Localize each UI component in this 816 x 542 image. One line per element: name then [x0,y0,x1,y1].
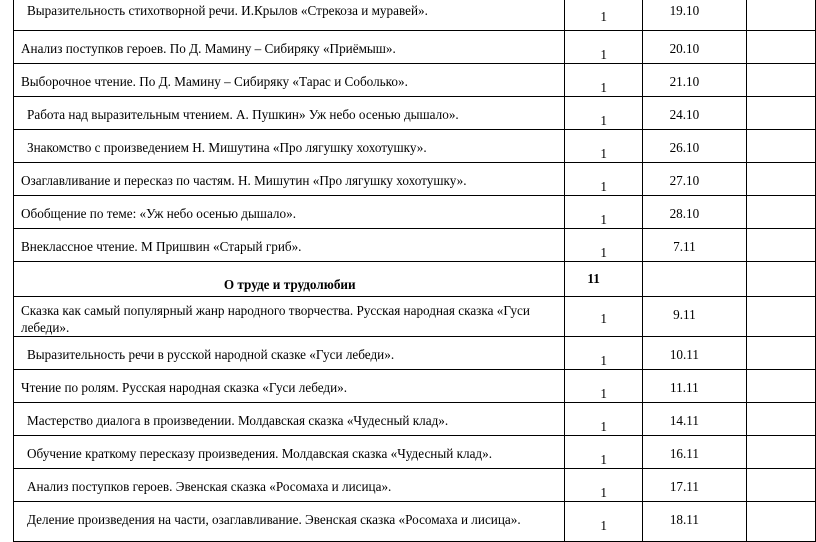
hours-cell [565,403,642,436]
hours-cell [565,297,642,337]
date-text: 20.10 [669,41,700,56]
date-cell [642,229,746,262]
table-row [14,31,816,64]
hours-text: 1 [600,245,607,260]
date-cell [642,502,746,542]
date-text: 26.10 [669,140,700,155]
hours-text: 1 [600,311,607,326]
empty-cell [747,0,816,31]
date-cell [642,403,746,436]
hours-cell [565,130,642,163]
date-text: 24.10 [669,107,700,122]
hours-cell [565,502,642,542]
topic-cell [14,297,565,337]
table-row [14,0,816,31]
date-cell [642,0,746,31]
hours-cell [565,31,642,64]
empty-cell [747,229,816,262]
date-cell [642,262,746,297]
topic-cell [14,436,565,469]
hours-text: 1 [600,419,607,434]
hours-cell [565,163,642,196]
table-row [14,502,816,542]
section-hours: 11 [587,271,600,286]
table-row [14,436,816,469]
empty-cell [747,469,816,502]
hours-cell [565,196,642,229]
empty-cell [747,196,816,229]
topic-cell [14,370,565,403]
date-cell [642,64,746,97]
hours-text: 1 [600,353,607,368]
date-text: 7.11 [673,239,696,254]
empty-cell [747,163,816,196]
empty-cell [747,436,816,469]
topic-text: Внеклассное чтение. М Пришвин «Старый гриб». [21,239,302,254]
topic-cell [14,31,565,64]
topic-text: Анализ поступков героев. Эвенская сказка «Росомаха и лисица». [27,479,392,494]
empty-cell [747,64,816,97]
section-header-row [14,262,816,297]
date-text: 9.11 [673,307,696,322]
date-cell [642,370,746,403]
table-row [14,370,816,403]
topic-text: Озаглавливание и пересказ по частям. Н. Мишутин «Про лягушку хохотушку». [21,173,467,188]
table-row [14,97,816,130]
topic-cell [14,502,565,542]
topic-text: Деление произведения на части, озаглавливание. Эвенская сказка «Росомаха и лисица». [27,512,521,527]
table-row [14,229,816,262]
hours-cell [565,337,642,370]
hours-text: 1 [600,9,607,24]
topic-text: Анализ поступков героев. По Д. Мамину – Сибиряку «Приёмыш». [21,41,396,56]
topic-text: Сказка как самый популярный жанр народного творчества. Русская народная сказка «Гуси лебеди». [21,303,530,335]
empty-cell [747,31,816,64]
hours-cell [565,64,642,97]
topic-cell [14,130,565,163]
hours-text: 1 [600,80,607,95]
date-text: 11.11 [670,380,699,395]
hours-text: 1 [600,212,607,227]
topic-text: Работа над выразительным чтением. А. Пушкин» Уж небо осенью дышало». [27,107,459,122]
hours-cell [565,469,642,502]
table-row [14,469,816,502]
hours-text: 1 [600,485,607,500]
date-cell [642,469,746,502]
topic-cell [14,163,565,196]
table-row [14,64,816,97]
date-text [643,262,746,272]
topic-text: Мастерство диалога в произведении. Молдавская сказка «Чудесный клад». [27,413,449,428]
empty-cell [747,502,816,542]
empty-cell [747,97,816,130]
date-cell [642,163,746,196]
table-row [14,403,816,436]
date-text: 27.10 [669,173,700,188]
date-text: 21.10 [669,74,700,89]
topic-text: Обучение краткому пересказу произведения. Молдавская сказка «Чудесный клад». [27,446,493,461]
hours-cell [565,0,642,31]
section-title-cell [14,262,565,297]
topic-text: Выразительность речи в русской народной сказке «Гуси лебеди». [27,347,395,362]
date-text: 14.11 [669,413,699,428]
date-text: 19.10 [669,3,700,18]
date-cell [642,436,746,469]
topic-cell [14,97,565,130]
table-row [14,163,816,196]
topic-text: Выразительность стихотворной речи. И.Крылов «Стрекоза и муравей». [27,3,428,18]
date-text: 16.11 [669,446,699,461]
lesson-plan-table [13,0,816,542]
date-cell [642,196,746,229]
hours-cell [565,370,642,403]
empty-cell [747,130,816,163]
empty-cell [747,403,816,436]
empty-cell [747,297,816,337]
topic-cell [14,196,565,229]
topic-text: Обобщение по теме: «Уж небо осенью дышало». [21,206,296,221]
date-cell [642,97,746,130]
topic-cell [14,469,565,502]
table-row [14,196,816,229]
date-text: 10.11 [669,347,699,362]
table-row [14,337,816,370]
topic-text: Знакомство с произведением Н. Мишутина «Про лягушку хохотушку». [27,140,427,155]
topic-text: Выборочное чтение. По Д. Мамину – Сибиряку «Тарас и Соболько». [21,74,408,89]
hours-text: 1 [600,146,607,161]
empty-cell [747,370,816,403]
date-text: 28.10 [669,206,700,221]
date-cell [642,297,746,337]
hours-text: 1 [600,386,607,401]
table-row [14,130,816,163]
date-cell [642,31,746,64]
topic-cell [14,64,565,97]
hours-text: 1 [600,518,607,533]
hours-cell [565,97,642,130]
section-hours-cell [565,262,642,297]
topic-cell [14,0,565,31]
topic-text: Чтение по ролям. Русская народная сказка «Гуси лебеди». [21,380,348,395]
topic-cell [14,337,565,370]
table-row [14,297,816,337]
hours-text: 1 [600,47,607,62]
hours-text: 1 [600,452,607,467]
hours-text: 1 [600,113,607,128]
date-text: 18.11 [669,512,699,527]
empty-cell [747,337,816,370]
hours-cell [565,229,642,262]
empty-cell [747,262,816,297]
hours-text: 1 [600,179,607,194]
topic-cell [14,403,565,436]
hours-cell [565,436,642,469]
date-cell [642,337,746,370]
topic-cell [14,229,565,262]
date-cell [642,130,746,163]
date-text: 17.11 [669,479,699,494]
section-title: О труде и трудолюбии [223,277,356,292]
